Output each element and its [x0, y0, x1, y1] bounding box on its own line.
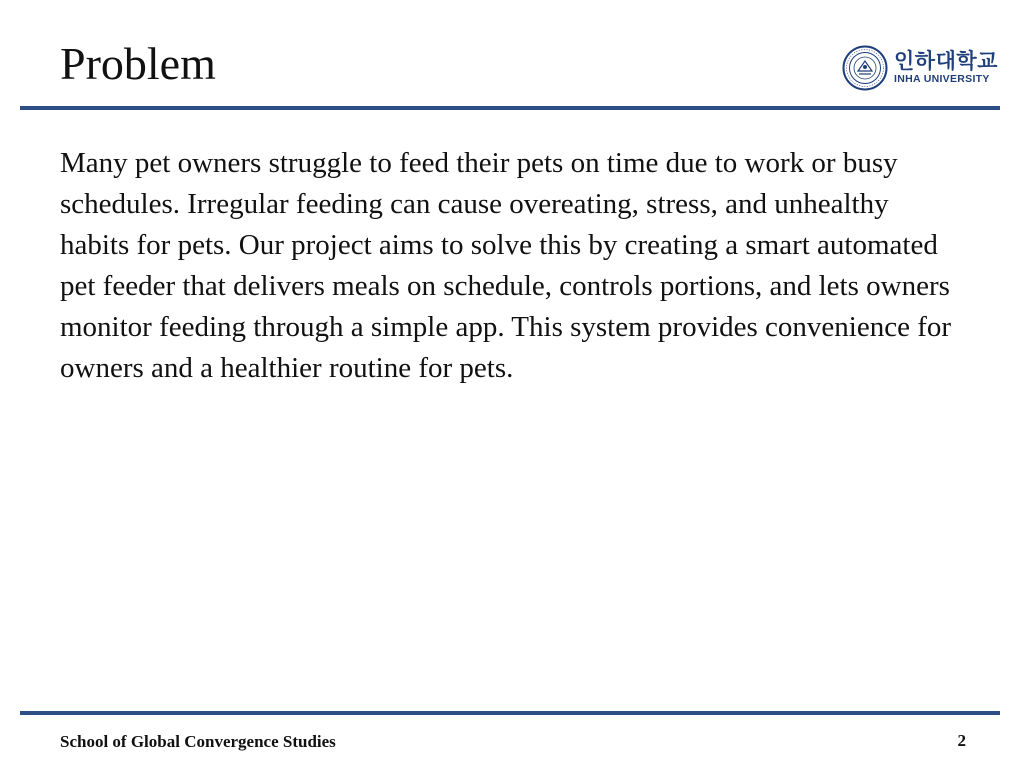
- slide-body-text: Many pet owners struggle to feed their pets on time due to work or busy schedules. Irregular feeding can cause overeating, stress, and unhealthy habits for pets. Our project aims to solve this by creating a smart automated pet feeder that delivers meals on schedule, controls portions, and lets owners monitor feeding through a simple app. This system provides convenience for owners and a healthier routine for pets.: [60, 147, 952, 384]
- header-divider: [20, 106, 1000, 110]
- logo-english-name: INHA UNIVERSITY: [894, 73, 990, 85]
- footer-school-name: School of Global Convergence Studies: [60, 732, 336, 751]
- university-seal-icon: [842, 45, 888, 91]
- slide-title: Problem: [60, 38, 216, 89]
- logo-korean-name: 인하대학교: [894, 49, 998, 73]
- university-logo: [842, 44, 998, 92]
- page-number: 2: [957, 731, 966, 750]
- footer-divider: [20, 711, 1000, 715]
- logo-text: [894, 50, 998, 86]
